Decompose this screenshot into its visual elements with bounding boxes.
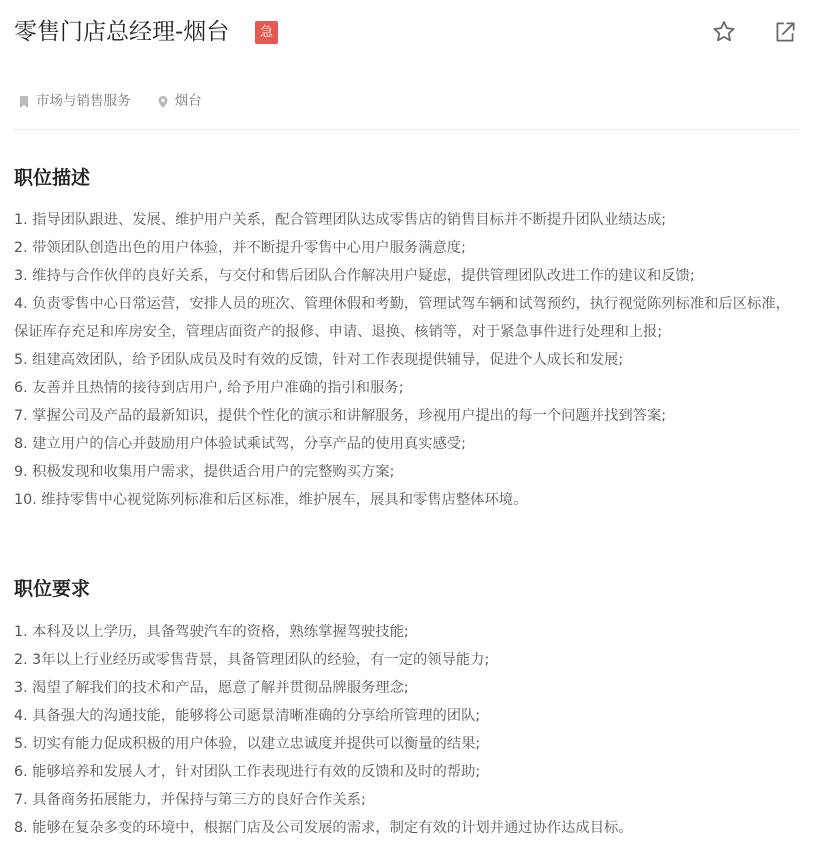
list-item: 5. 组建高效团队，给予团队成员及时有效的反馈，针对工作表现提供辅导，促进个人成长和发展; (14, 352, 624, 368)
job-title: 零售门店总经理-烟台 (14, 19, 230, 45)
list-item: 4. 负责零售中心日常运营，安排人员的班次、管理休假和考勤，管理试驾车辆和试驾预约，执行视觉陈列标准和后区标准，保证库存充足和库房安全，管理店面资产的报修、申请、退换、核销等，对于紧急事件进行处理和上报; (14, 296, 790, 340)
list-item: 6. 友善并且热情的接待到店用户, 给予用户准确的指引和服务; (14, 380, 404, 396)
bookmark-icon (18, 94, 30, 108)
description-list (14, 206, 804, 514)
share-icon[interactable] (772, 19, 798, 45)
list-item: 9. 积极发现和收集用户需求，提供适合用户的完整购买方案; (14, 464, 395, 480)
list-item: 2. 3年以上行业经历或零售背景，具备管理团队的经验，有一定的领导能力; (14, 652, 490, 668)
urgent-badge: 急 (255, 21, 278, 44)
star-icon[interactable] (711, 19, 737, 45)
job-header (14, 16, 829, 50)
list-item: 1. 本科及以上学历，具备驾驶汽车的资格，熟练掌握驾驶技能; (14, 624, 409, 640)
job-meta (18, 90, 224, 112)
divider (14, 129, 799, 130)
list-item: 3. 渴望了解我们的技术和产品，愿意了解并贯彻品牌服务理念; (14, 680, 409, 696)
list-item: 10. 维持零售中心视觉陈列标准和后区标准，维护展车，展具和零售店整体环境。 (14, 492, 528, 508)
description-title: 职位描述 (14, 167, 91, 189)
list-item: 4. 具备强大的沟通技能，能够将公司愿景清晰准确的分享给所管理的团队; (14, 708, 481, 724)
list-item: 1. 指导团队跟进、发展、维护用户关系，配合管理团队达成零售店的销售目标并不断提升团队业绩达成; (14, 212, 667, 228)
list-item: 5. 切实有能力促成积极的用户体验，以建立忠诚度并提供可以衡量的结果; (14, 736, 481, 752)
list-item: 6. 能够培养和发展人才，针对团队工作表现进行有效的反馈和及时的帮助; (14, 764, 481, 780)
requirements-title: 职位要求 (14, 578, 91, 600)
location-label: 烟台 (174, 93, 202, 109)
location-pin-icon (157, 94, 169, 108)
list-item: 8. 建立用户的信心并鼓励用户体验试乘试驾，分享产品的使用真实感受; (14, 436, 466, 452)
list-item: 8. 能够在复杂多变的环境中，根据门店及公司发展的需求，制定有效的计划并通过协作达成目标。 (14, 820, 633, 836)
list-item: 7. 具备商务拓展能力，并保持与第三方的良好合作关系; (14, 792, 366, 808)
list-item: 2. 带领团队创造出色的用户体验，并不断提升零售中心用户服务满意度; (14, 240, 466, 256)
list-item: 7. 掌握公司及产品的最新知识，提供个性化的演示和讲解服务，珍视用户提出的每一个问题并找到答案; (14, 408, 667, 424)
location-tag (157, 90, 202, 112)
requirements-list (14, 618, 804, 842)
category-label: 市场与销售服务 (36, 93, 131, 109)
list-item: 3. 维持与合作伙伴的良好关系，与交付和售后团队合作解决用户疑虑，提供管理团队改进工作的建议和反馈; (14, 268, 695, 284)
category-tag (18, 90, 131, 112)
